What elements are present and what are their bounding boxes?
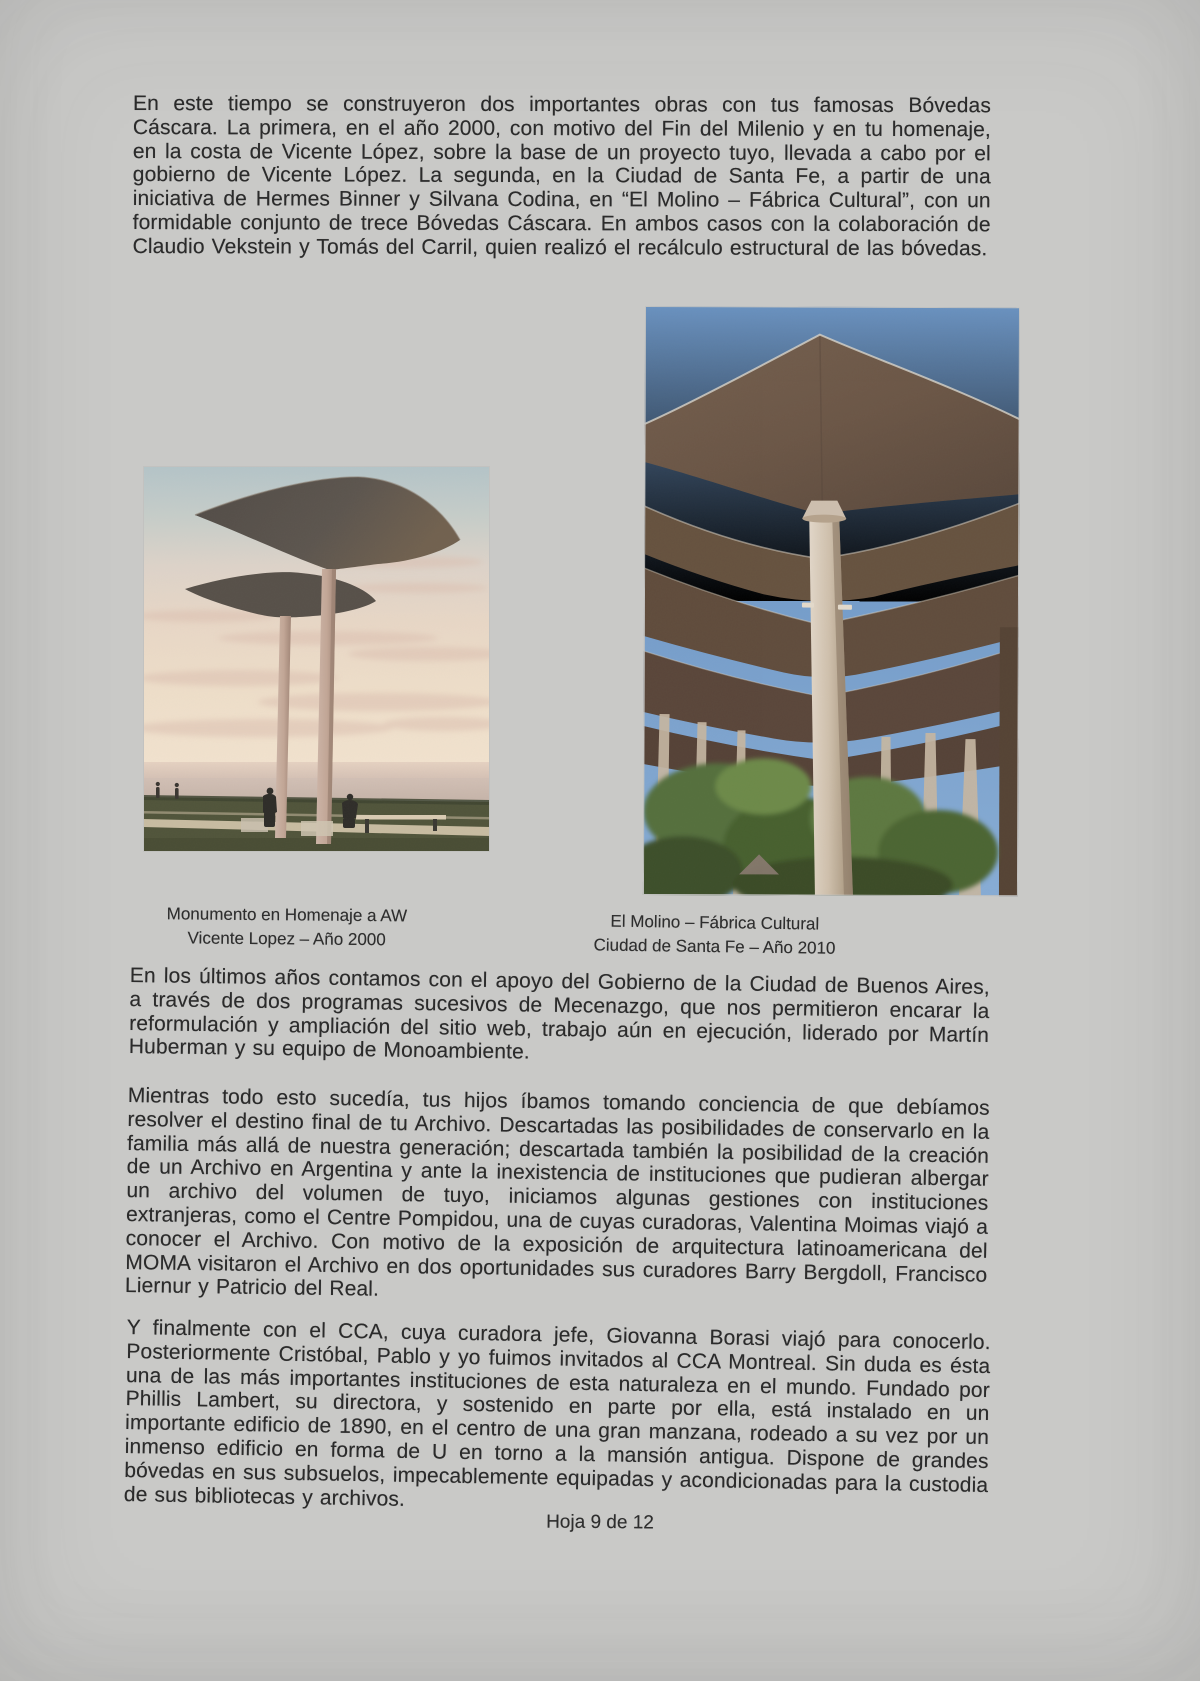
body-paragraph-1: En este tiempo se construyeron dos importantes obras con tus famosas Bóvedas Cáscara. La primera, en el año 2000, con motivo del Fin del Milenio y en tu homenaje, en la costa de Vicente López, sobre la base de un proyecto tuyo, llevada a cabo por el gobierno de Vicente López. La segunda, en la Ciudad de Santa Fe, a partir de una iniciativa de Hermes Binner y Silvana Codina, en “El Molino – Fábrica Cultural”, con un formidable conjunto de trece Bóvedas Cáscara. En ambos casos con la colaboración de Claudio Vekstein y Tomás del Carril, quien realizó el recálculo estructural de las bóvedas. <box>132 92 991 261</box>
caption-line: Monumento en Homenaje a AW <box>166 904 408 926</box>
photo-grain-overlay <box>643 306 1020 896</box>
photo-grain-overlay <box>143 466 490 852</box>
body-paragraph-2: En los últimos años contamos con el apoyo del Gobierno de la Ciudad de Buenos Aires, a través de dos programas sucesivos de Mecenazgo, que nos permitieron encarar la reformulación y ampliación del sitio web, trabajo aún en ejecución, liderado por Martín Huberman y su equipo de Monoambiente. <box>128 964 990 1064</box>
caption-line: El Molino – Fábrica Cultural <box>610 911 820 934</box>
body-paragraph-3: Mientras todo esto sucedía, tus hijos íbamos tomando conciencia de que debíamos resolver el destino final de tu Archivo. Descartadas las posibilidades de conservarlo en la familia más allá de nuestra generación; descartada también la posibilidad de la creación de un Archivo en Argentina y ante la inexistencia de instituciones que pudieran albergar un archivo del volumen de tuyo, iniciamos algunas gestiones con instituciones extranjeras, como el Centre Pompidou, una de cuyas curadoras, Valentina Moimas viajó a conocer el Archivo. Con motivo de la exposición de arquitectura latinoamericana del MOMA visitaron el Archivo en dos oportunidades sus curadores Barry Bergdoll, Francisco Liernur y Patricio del Real. <box>124 1084 990 1302</box>
monumento-photo-illustration <box>143 466 490 852</box>
body-paragraph-4: Y finalmente con el CCA, cuya curadora jefe, Giovanna Borasi viajó para conocerlo. Posteriormente Cristóbal, Pablo y yo fuimos invitados al CCA Montreal. Sin duda es ésta una de las más importantes instituciones de esta naturaleza en el mundo. Fundado por Phillis Lambert, su directora, y sostenido en parte por ella, está instalado en un importante edificio de 1890, en el centro de una gran manzana, rodeado a su vez por un inmenso edificio en forma de U en torno a la mansión antigua. Dispone de grandes bóvedas en sus subsuelos, impecablemente equipadas y acondicionadas para la custodia de sus bibliotecas y archivos. <box>123 1316 991 1511</box>
caption-line: Ciudad de Santa Fe – Año 2010 <box>593 935 836 958</box>
molino-photo-illustration <box>643 306 1020 896</box>
figure-molino-photo <box>643 306 1020 896</box>
caption-line: Vicente Lopez – Año 2000 <box>187 928 386 950</box>
caption-monumento <box>137 902 437 953</box>
caption-molino <box>564 909 865 961</box>
figure-monumento-photo <box>143 466 490 852</box>
page-number: Hoja 9 de 12 <box>546 1511 654 1534</box>
